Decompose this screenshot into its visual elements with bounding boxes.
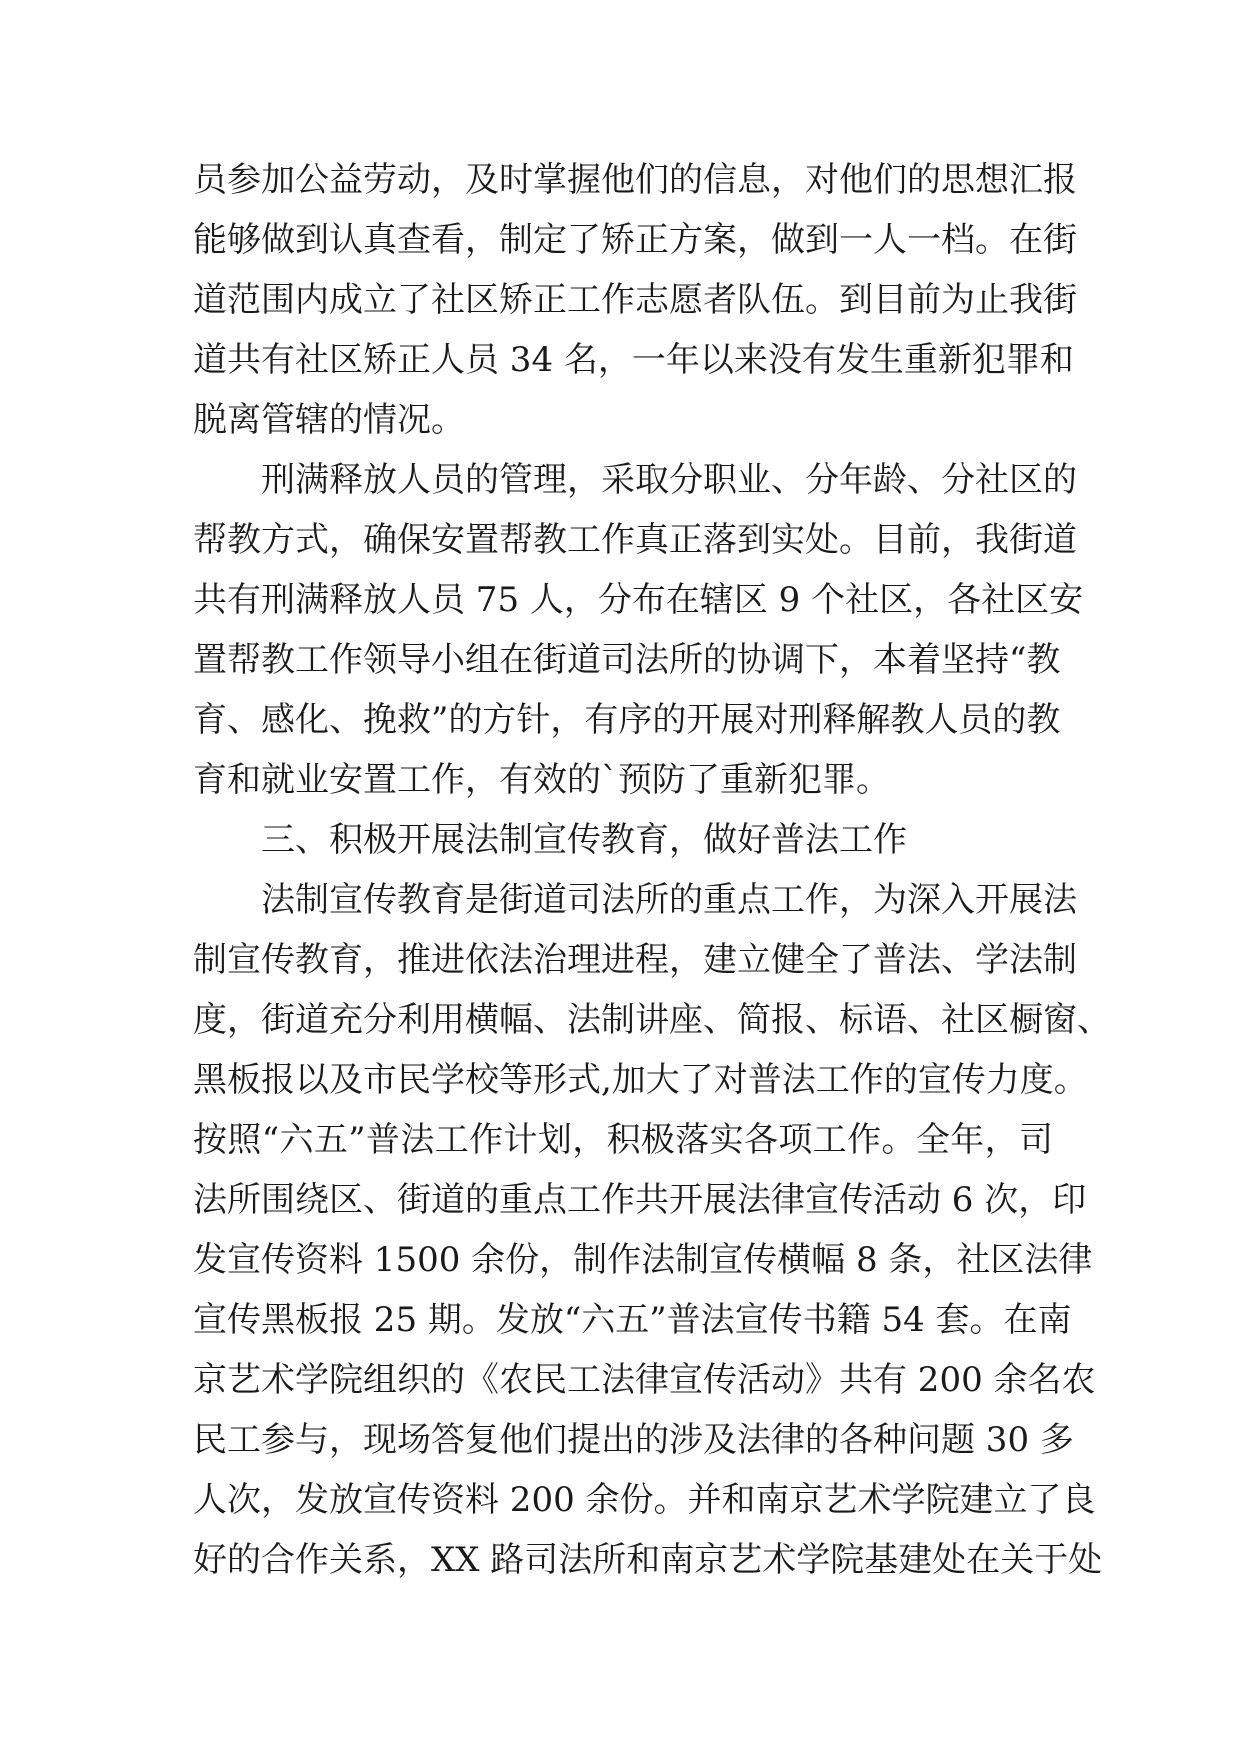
text-line: 道范围内成立了社区矫正工作志愿者队伍。到目前为止我街 xyxy=(193,280,1077,320)
text-line: 按照“六五”普法工作计划，积极落实各项工作。全年，司 xyxy=(193,1120,1053,1160)
paragraph-first-line: 刑满释放人员的管理，采取分职业、分年龄、分社区的 xyxy=(261,460,1077,500)
text-line: 育和就业安置工作，有效的`预防了重新犯罪。 xyxy=(193,760,890,800)
text-line: 度，街道充分利用横幅、法制讲座、简报、标语、社区橱窗、 xyxy=(193,1000,1111,1040)
text-line: 宣传黑板报 25 期。发放“六五”普法宣传书籍 54 套。在南 xyxy=(193,1300,1072,1340)
text-line: 共有刑满释放人员 75 人，分布在辖区 9 个社区，各社区安 xyxy=(193,580,1084,620)
text-line: 人次，发放宣传资料 200 余份。并和南京艺术学院建立了良 xyxy=(193,1480,1096,1520)
text-line: 员参加公益劳动，及时掌握他们的信息，对他们的思想汇报 xyxy=(193,160,1077,200)
text-line: 脱离管辖的情况。 xyxy=(193,400,465,440)
section-heading: 三、积极开展法制宣传教育，做好普法工作 xyxy=(261,820,907,860)
text-line: 民工参与，现场答复他们提出的涉及法律的各种问题 30 多 xyxy=(193,1420,1074,1460)
text-line: 置帮教工作领导小组在街道司法所的协调下，本着坚持“教 xyxy=(193,640,1061,680)
text-line: 帮教方式，确保安置帮教工作真正落到实处。目前，我街道 xyxy=(193,520,1077,560)
text-line: 道共有社区矫正人员 34 名，一年以来没有发生重新犯罪和 xyxy=(193,340,1074,380)
text-line: 发宣传资料 1500 余份，制作法制宣传横幅 8 条，社区法律 xyxy=(193,1240,1093,1280)
text-line: 京艺术学院组织的《农民工法律宣传活动》共有 200 余名农 xyxy=(193,1360,1096,1400)
text-line: 能够做到认真查看，制定了矫正方案，做到一人一档。在街 xyxy=(193,220,1077,260)
text-line: 好的合作关系，XX 路司法所和南京艺术学院基建处在关于处 xyxy=(193,1540,1103,1580)
text-line: 制宣传教育，推进依法治理进程，建立健全了普法、学法制 xyxy=(193,940,1077,980)
document-body xyxy=(193,150,1111,1590)
text-line: 法所围绕区、街道的重点工作共开展法律宣传活动 6 次，印 xyxy=(193,1180,1087,1220)
paragraph-first-line: 法制宣传教育是街道司法所的重点工作，为深入开展法 xyxy=(261,880,1077,920)
text-line: 育、感化、挽救”的方针，有序的开展对刑释解教人员的教 xyxy=(193,700,1061,740)
text-line: 黑板报以及市民学校等形式,加大了对普法工作的宣传力度。 xyxy=(193,1060,1088,1100)
